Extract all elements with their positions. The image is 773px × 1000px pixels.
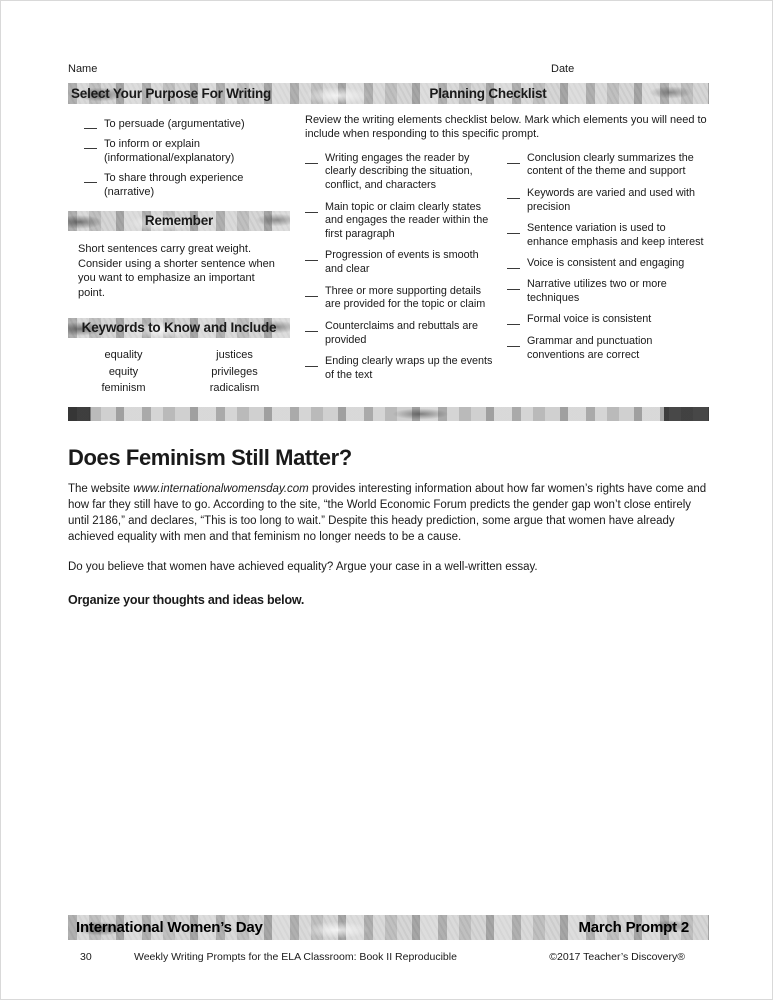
keywords-column-1 — [68, 347, 179, 397]
keyword: privileges — [211, 365, 258, 378]
planning-columns — [305, 152, 709, 390]
planning-section — [305, 113, 709, 397]
planning-checklist-title: Planning Checklist — [429, 86, 547, 101]
planning-column-left — [305, 152, 507, 390]
remember-section — [68, 211, 290, 300]
checklist-item-label: Writing engages the reader by clearly describing the situation, conflict, and characters — [325, 151, 473, 192]
upper-columns — [68, 113, 709, 397]
page-number: 30 — [80, 951, 92, 963]
checkbox-blank[interactable] — [84, 117, 97, 129]
keyword: radicalism — [209, 382, 260, 395]
checkbox-blank[interactable] — [507, 222, 520, 234]
purpose-item-label: To share through experience (narrative) — [104, 172, 244, 199]
checklist-item — [507, 313, 709, 327]
left-column — [68, 113, 290, 397]
checkbox-blank[interactable] — [305, 320, 318, 332]
keywords-columns — [68, 347, 290, 397]
keyword: justices — [216, 349, 253, 362]
checklist-item-label: Formal voice is consistent — [527, 313, 652, 326]
copyright: ©2017 Teacher’s Discovery® — [549, 951, 685, 963]
checklist-item-label: Progression of events is smooth and clear — [325, 249, 479, 276]
purpose-item-label: To persuade (argumentative) — [104, 118, 245, 130]
keywords-title: Keywords to Know and Include — [81, 320, 277, 336]
prompt-body-pre: The website — [68, 482, 134, 495]
purpose-item — [84, 117, 290, 131]
checklist-item — [305, 249, 497, 277]
checkbox-blank[interactable] — [305, 355, 318, 367]
checkbox-blank[interactable] — [84, 137, 97, 149]
keywords-section — [68, 318, 290, 397]
checklist-item — [305, 320, 497, 348]
prompt-body — [68, 481, 709, 545]
checklist-item-label: Conclusion clearly summarizes the content of the theme and support — [527, 151, 694, 178]
checklist-item — [305, 285, 497, 313]
checkbox-blank[interactable] — [507, 187, 520, 199]
section-divider-bar — [68, 407, 709, 421]
checklist-item-label: Counterclaims and rebuttals are provided — [325, 319, 479, 346]
date-label: Date — [551, 63, 575, 75]
footer-theme-title: International Women’s Day — [76, 919, 263, 936]
checklist-item — [507, 257, 709, 271]
checklist-item — [305, 201, 497, 242]
checklist-item-label: Sentence variation is used to enhance emphasis and keep interest — [527, 221, 704, 248]
checklist-item — [305, 355, 497, 383]
purpose-item-label: To inform or explain (informational/explanatory) — [104, 138, 235, 165]
checkbox-blank[interactable] — [305, 285, 318, 297]
checklist-item-label: Ending clearly wraps up the events of the text — [325, 354, 493, 381]
remember-text: Short sentences carry great weight. Consider using a shorter sentence when you want to emphasize an important point. — [78, 243, 275, 299]
purpose-list — [68, 113, 290, 199]
prompt-title: Does Feminism Still Matter? — [68, 444, 352, 470]
checklist-item-label: Voice is consistent and engaging — [527, 256, 685, 269]
writing-space[interactable] — [68, 607, 709, 915]
checkbox-blank[interactable] — [507, 257, 520, 269]
checklist-item-label: Main topic or claim clearly states and engages the reader within the first paragraph — [325, 200, 489, 241]
planning-intro: Review the writing elements checklist below. Mark which elements you will need to include when responding to this specific prompt. — [305, 114, 707, 141]
keyword: feminism — [101, 382, 146, 395]
checklist-item — [507, 187, 709, 215]
purpose-section-title: Select Your Purpose For Writing — [71, 86, 272, 101]
organize-heading: Organize your thoughts and ideas below. — [68, 593, 305, 608]
top-section-bar — [68, 83, 709, 104]
keywords-title-bar — [68, 318, 290, 338]
name-date-row — [68, 63, 709, 75]
prompt-body-url: www.internationalwomensday.com — [133, 482, 309, 495]
keyword: equity — [108, 365, 139, 378]
prompt-question: Do you believe that women have achieved equality? Argue your case in a well-written essay. — [68, 561, 538, 574]
keywords-column-2 — [179, 347, 290, 397]
checklist-item — [507, 222, 709, 250]
footer-bar — [68, 915, 709, 940]
checkbox-blank[interactable] — [305, 249, 318, 261]
checkbox-blank[interactable] — [507, 335, 520, 347]
remember-title-bar — [68, 211, 290, 231]
checkbox-blank[interactable] — [507, 313, 520, 325]
checklist-item — [507, 278, 709, 306]
footer-prompt-label: March Prompt 2 — [578, 919, 689, 936]
checklist-item — [305, 152, 497, 193]
checklist-item — [507, 152, 709, 180]
checklist-item — [507, 335, 709, 363]
checkbox-blank[interactable] — [305, 201, 318, 213]
checkbox-blank[interactable] — [84, 171, 97, 183]
checkbox-blank[interactable] — [305, 152, 318, 164]
credits-row — [68, 951, 709, 963]
checklist-item-label: Keywords are varied and used with precision — [527, 186, 696, 213]
planning-column-right — [507, 152, 709, 390]
checklist-item-label: Grammar and punctuation conventions are correct — [527, 334, 653, 361]
checklist-item-label: Three or more supporting details are provided for the topic or claim — [325, 284, 486, 311]
purpose-item — [84, 137, 290, 165]
remember-title: Remember — [144, 213, 214, 229]
purpose-item — [84, 171, 290, 199]
keyword: equality — [104, 349, 143, 362]
checklist-item-label: Narrative utilizes two or more techniques — [527, 278, 667, 305]
checkbox-blank[interactable] — [507, 278, 520, 290]
prompt-body-post: provides interesting information about how far women’s rights have come and how far they still have to go. According to the site, “the World Economic Forum predicts the gender gap won’t close entirely until 2186,” and declares, “This is too long to wait.” Despite this heady prediction, some argue that women have already achieved equality with men and that feminism no longer needs to be a cause. — [68, 482, 707, 544]
checkbox-blank[interactable] — [507, 152, 520, 164]
name-label: Name — [68, 63, 98, 75]
book-title: Weekly Writing Prompts for the ELA Classroom: Book II Reproducible — [134, 951, 457, 963]
